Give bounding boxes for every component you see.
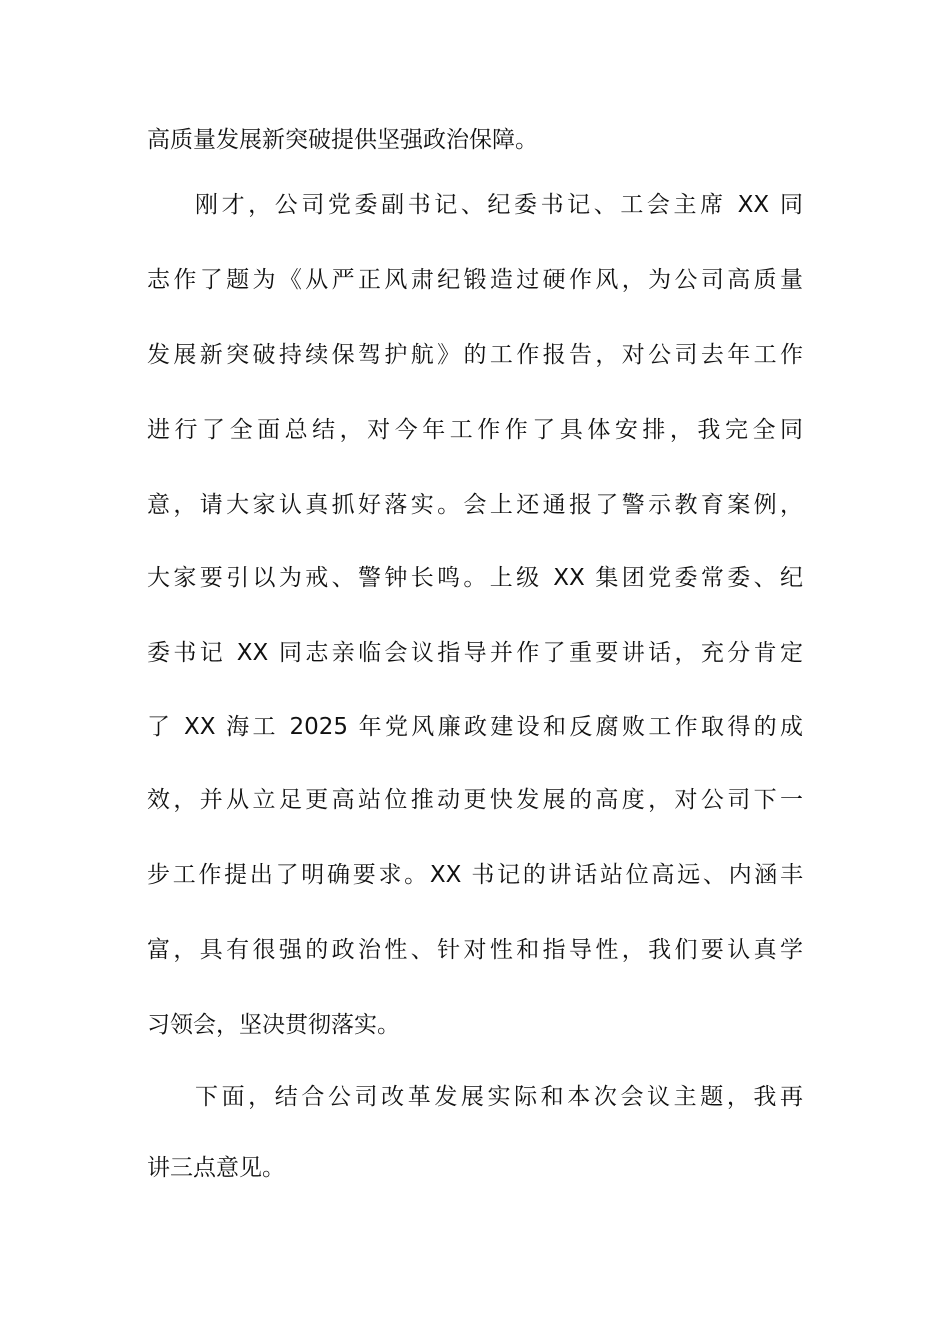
paragraph-line: 大家要引以为戒、警钟长鸣。上级 XX 集团党委常委、纪 xyxy=(147,565,803,591)
paragraph-line: 富，具有很强的政治性、针对性和指导性，我们要认真学 xyxy=(147,937,803,963)
paragraph-line: 讲三点意见。 xyxy=(147,1155,285,1181)
paragraph-line: 委书记 XX 同志亲临会议指导并作了重要讲话，充分肯定 xyxy=(147,640,803,666)
paragraph-line: 下面，结合公司改革发展实际和本次会议主题，我再 xyxy=(195,1084,803,1110)
paragraph-line: 步工作提出了明确要求。XX 书记的讲话站位高远、内涵丰 xyxy=(147,862,803,888)
paragraph-line: 效，并从立足更高站位推动更快发展的高度，对公司下一 xyxy=(147,787,803,813)
paragraph-line: 刚才，公司党委副书记、纪委书记、工会主席 XX 同 xyxy=(195,192,803,218)
paragraph-line: 了 XX 海工 2025 年党风廉政建设和反腐败工作取得的成 xyxy=(147,714,803,740)
paragraph-line: 进行了全面总结，对今年工作作了具体安排，我完全同 xyxy=(147,417,803,443)
paragraph-line: 意，请大家认真抓好落实。会上还通报了警示教育案例， xyxy=(147,492,803,518)
paragraph-line: 志作了题为《从严正风肃纪锻造过硬作风，为公司高质量 xyxy=(147,267,803,293)
paragraph-line: 高质量发展新突破提供坚强政治保障。 xyxy=(147,127,538,153)
paragraph-line: 习领会，坚决贯彻落实。 xyxy=(147,1012,400,1038)
paragraph-line: 发展新突破持续保驾护航》的工作报告，对公司去年工作 xyxy=(147,342,803,368)
